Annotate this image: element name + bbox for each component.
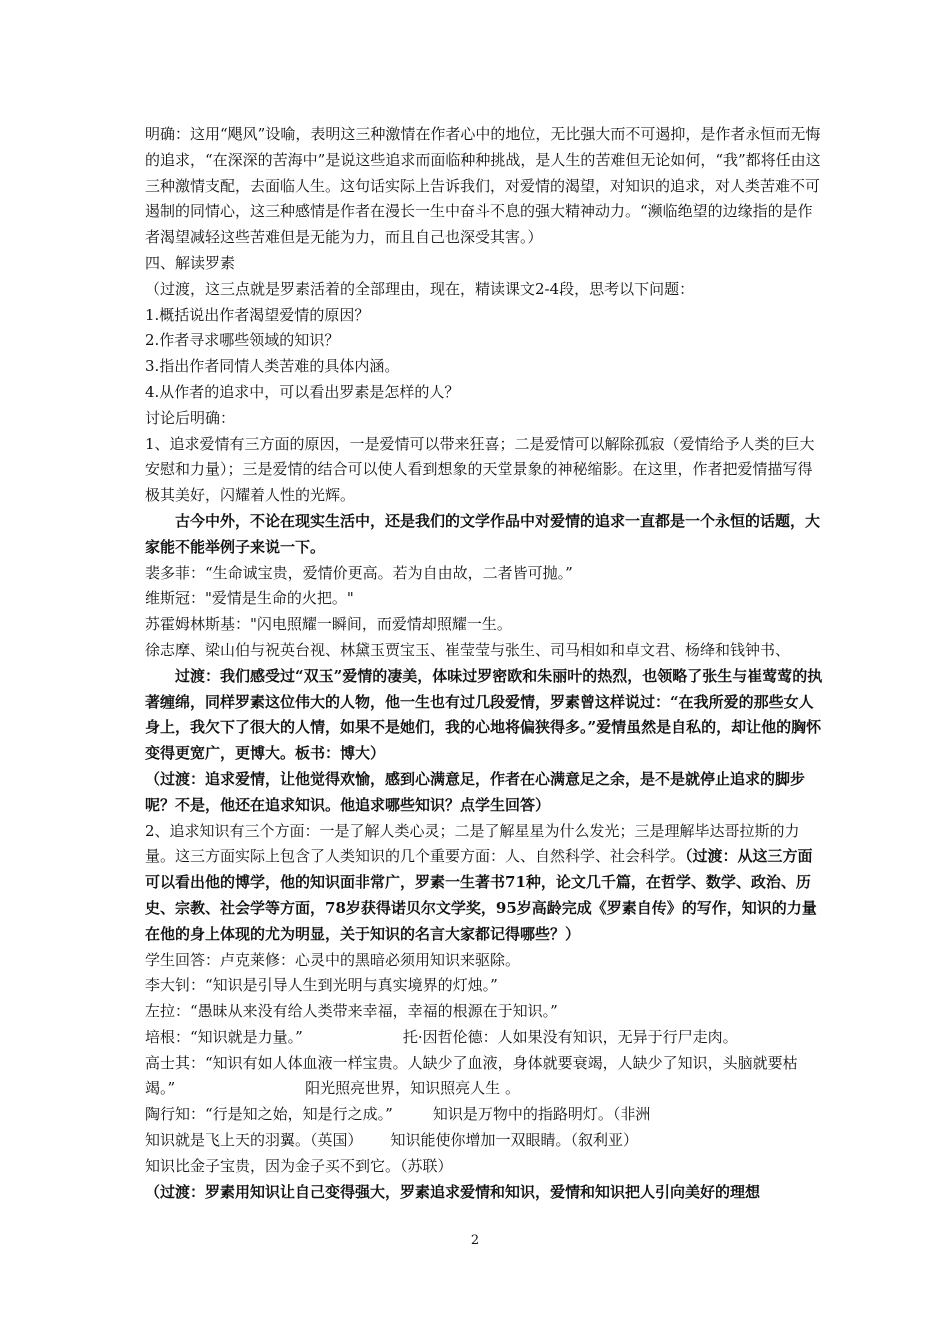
document-body: [145, 122, 823, 1205]
section-heading: 四、解读罗素: [145, 253, 236, 272]
knowledge-text: 2、追求知识有三个方面：一是了解人类心灵；二是了解星星为什么发光；三是理解毕达哥拉斯的力量。这三方面实际上包含了人类知识的几个重要方面：人、自然科学、社会科学。: [145, 821, 800, 866]
quote-row-bacon: [145, 1025, 823, 1051]
quote-sukhomlinsky: 苏霍姆林斯基："闪电照耀一瞬间，而爱情却照耀一生。: [145, 615, 512, 634]
paragraph-final-transition: （过渡：罗素用知识让自己变得强大，罗素追求爱情和知识，爱情和知识把人引向美好的理想: [145, 1182, 761, 1201]
quote-zola: 左拉：“愚昧从来没有给人类带来幸福，幸福的根源在于知识。”: [145, 1002, 558, 1021]
page-number: 2: [470, 1233, 480, 1248]
quote-africa: 知识是万物中的指路明灯。（非洲: [432, 1105, 651, 1124]
discussion-label: 讨论后明确：: [145, 408, 236, 427]
paragraph-transition-love: 过渡：我们感受过“双玉”爱情的凄美，体味过罗密欧和朱丽叶的热烈，也领略了张生与崔莺莺的执著缠绵，同样罗素这位伟大的人物，他一生也有过几段爱情，罗素曾这样说过：“在我所爱的那些女人身上，我欠下了很大的人情，如果不是她们，我的心地将偏狭得多。”爱情虽然是自私的，却让他的胸怀变得更宽广，更博大。板书：博大）: [145, 666, 823, 763]
paragraph-love-reasons: 1、追求爱情有三方面的原因，一是爱情可以带来狂喜；二是爱情可以解除孤寂（爱情给予人类的巨大安慰和力量）；三是爱情的结合可以使人看到想象的天堂景象的神秘缩影。在这里，作者把爱情描写得极其美好，闪耀着人性的光辉。: [145, 434, 815, 505]
question-2: 2.作者寻求哪些领域的知识？: [145, 331, 340, 350]
quote-petofi: 裴多菲：“生命诚宝贵，爱情价更高。若为自由故，二者皆可抛。”: [145, 563, 573, 582]
paragraph-transition: （过渡，这三点就是罗素活着的全部理由，现在，精读课文2-4段，思考以下问题：: [145, 279, 695, 298]
quote-england: 知识就是飞上天的羽翼。（英国）: [145, 1131, 363, 1150]
knowledge-transition: （过渡：从这三方面可以看出他的博学，他的知识面非常广，罗素一生著书71种，论文几千篇，在哲学、数学、政治、历史、宗教、社会学等方面，78岁获得诺贝尔文学奖，95岁高龄完成《罗素自传》的写作，知识的力量在他的身上体现的尤为明显，关于知识的名言大家都记得哪些？）: [145, 847, 817, 943]
quote-sunlight: 阳光照亮世界，知识照亮人生 。: [305, 1079, 520, 1098]
question-1: 1.概括说出作者渴望爱情的原因？: [145, 305, 370, 324]
quote-row-england: [145, 1128, 823, 1154]
quote-li-dazhao: 李大钊：“知识是引导人生到光明与真实境界的灯烛。”: [145, 976, 498, 995]
paragraph-explanation: 明确：这用“飓风”设喻，表明这三种激情在作者心中的地位，无比强大而不可遏抑，是作者永恒而无悔的追求，“在深深的苦海中”是说这些追求而面临种种挑战，是人生的苦难但无论如何，“我”都将任由这三种激情支配，去面临人生。这句话实际上告诉我们，对爱情的渴望，对知识的追求，对人类苦难不可遏制的同情心，这三种感情是作者在漫长一生中奋斗不息的强大精神动力。“濒临绝望的边缘指的是作者渴望减轻这些苦难但是无能为力，而且自己也深受其害。）: [145, 125, 821, 247]
quote-syria: 知识能使你增加一双眼睛。（叙利亚）: [390, 1131, 639, 1150]
quote-weisiguan: 维斯冠："爱情是生命的火把。": [145, 589, 354, 608]
quote-tao-xingzhi: 陶行知：“行是知之始，知是行之成。”: [145, 1105, 393, 1124]
quote-row-tao: [145, 1102, 823, 1128]
quote-gao-shiqi: 高士其：“知识有如人体血液一样宝贵。人缺少了血液，身体就要衰竭，人缺少了知识，头脑就要枯竭。” 阳光照亮世界，知识照亮人生 。: [145, 1053, 798, 1098]
question-4: 4.从作者的追求中，可以看出罗素是怎样的人？: [145, 382, 460, 401]
quote-lucretius: 学生回答：卢克莱修：心灵中的黑暗必须用知识来驱除。: [145, 950, 521, 969]
paragraph-love-topic: 古今中外，不论在现实生活中，还是我们的文学作品中对爱情的追求一直都是一个永恒的话题，大家能不能举例子来说一下。: [145, 511, 821, 556]
paragraph-knowledge: [145, 819, 823, 948]
quote-bacon: 培根：“知识就是力量。”: [145, 1027, 303, 1046]
question-3: 3.指出作者同情人类苦难的具体内涵。: [145, 357, 400, 376]
quote-tolstoy: 托·因哲伦德：人如果没有知识，无异于行尸走肉。: [402, 1027, 738, 1046]
paragraph-transition-knowledge: （过渡：追求爱情，让他觉得欢愉，感到心满意足，作者在心满意足之余，是不是就停止追求的脚步呢？不是，他还在追求知识。他追求哪些知识？点学生回答）: [145, 769, 806, 814]
love-examples: 徐志摩、梁山伯与祝英台视、林黛玉贾宝玉、崔莹莹与张生、司马相如和卓文君、杨绛和钱钟书、: [145, 640, 791, 659]
quote-soviet: 知识比金子宝贵，因为金子买不到它。（苏联）: [145, 1156, 453, 1175]
